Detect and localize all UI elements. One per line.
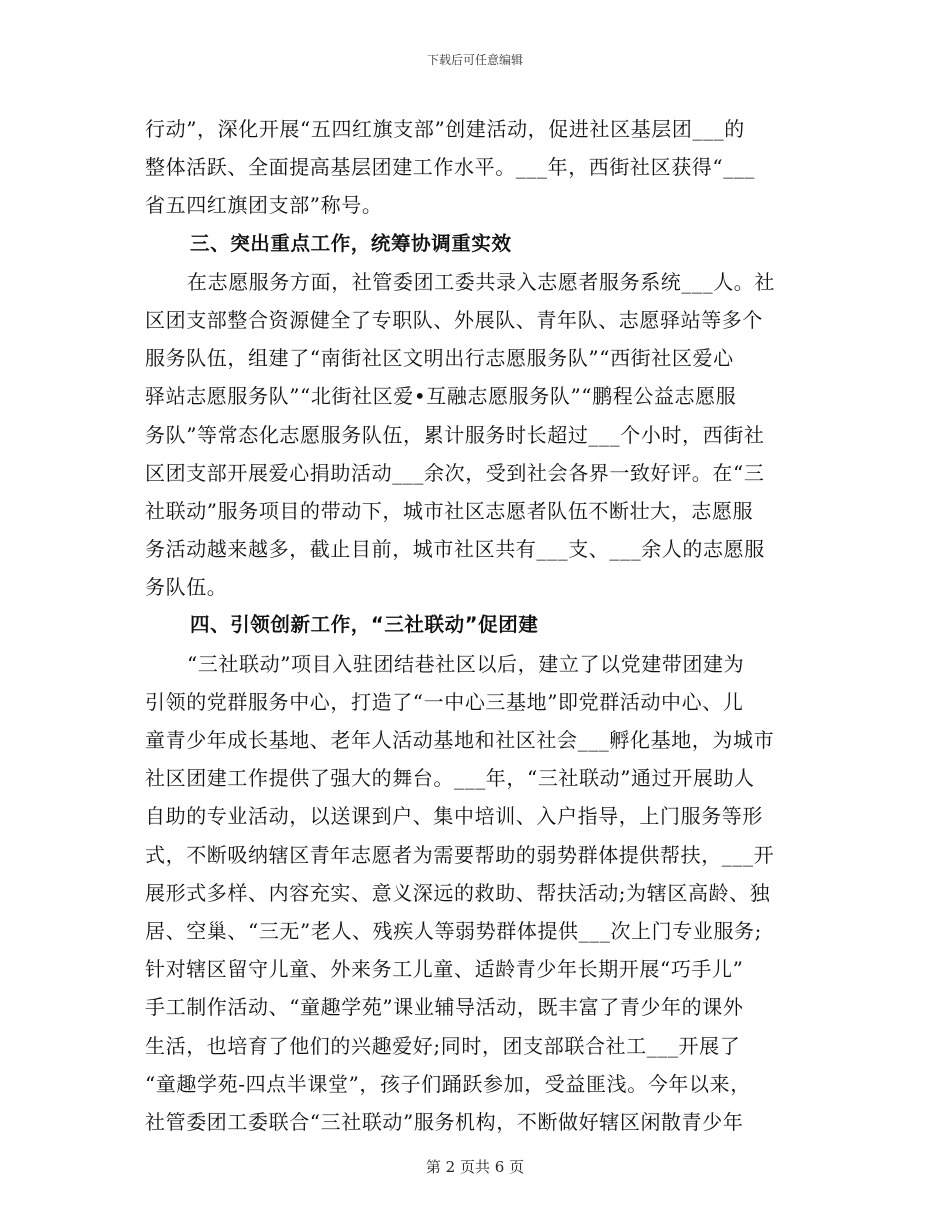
- text-line: 童青少年成长基地、老年人活动基地和社区社会___孵化基地，为城市: [145, 728, 775, 752]
- text-line: 手工制作活动、“童趣学苑”课业辅导活动，既丰富了青少年的课外: [145, 995, 744, 1020]
- body-text: [145, 110, 810, 1141]
- text-line: 式，不断吸纳辖区青年志愿者为需要帮助的弱势群体提供帮扶，___开: [145, 842, 775, 867]
- page-footer: 第 2 页共 6 页: [425, 1158, 525, 1176]
- text-line: 行动”，深化开展“五四红旗支部”创建活动，促进社区基层团___的: [145, 117, 745, 141]
- text-line: 社联动”服务项目的带动下，城市社区志愿者队伍不断壮大，志愿服: [145, 498, 754, 523]
- text-line: 社管委团工委联合“三社联动”服务机构，不断做好辖区闲散青少年: [145, 1109, 744, 1134]
- text-line: 务活动越来越多，截止目前，城市社区共有___支、___余人的志愿服: [145, 537, 765, 562]
- text-line: 驿站志愿服务队”“北街社区爱•互融志愿服务队”“鹏程公益志愿服: [145, 384, 737, 409]
- text-line: 务队”等常态化志愿服务队伍，累计服务时长超过___个小时，西街社: [145, 422, 765, 447]
- text-line: 针对辖区留守儿童、外来务工儿童、适龄青少年长期开展“巧手儿”: [145, 957, 744, 982]
- text-line: 省五四红旗团支部”称号。: [145, 193, 383, 218]
- text-line: 区团支部整合资源健全了专职队、外展队、青年队、志愿驿站等多个: [145, 307, 763, 332]
- text-line: 务队伍。: [145, 575, 228, 600]
- text-line: 生活，也培育了他们的兴趣爱好;同时，团支部联合社工___开展了: [145, 1033, 741, 1058]
- text-line: 服务队伍，组建了“南街社区文明出行志愿服务队”“西街社区爱心: [145, 346, 734, 371]
- section-heading: 三、突出重点工作，统筹协调重实效: [190, 231, 512, 255]
- text-line: 在志愿服务方面，社管委团工委共录入志愿者服务系统___人。社: [187, 269, 775, 294]
- text-line: “童趣学苑-四点半课堂”，孩子们踊跃参加，受益匪浅。今年以来，: [145, 1071, 751, 1096]
- text-line: 居、空巢、“三无”老人、残疾人等弱势群体提供___次上门专业服务;: [145, 918, 762, 943]
- text-line: 自助的专业活动，以送课到户、集中培训、入户指导，上门服务等形: [145, 804, 763, 829]
- text-line: 整体活跃、全面提高基层团建工作水平。___年，西街社区获得“___: [145, 155, 756, 180]
- page-header: 下载后可任意编辑: [426, 53, 523, 67]
- section-heading: 四、引领创新工作，“三社联动”促团建: [190, 613, 539, 637]
- text-line: 区团支部开展爱心捐助活动___余次，受到社会各界一致好评。在“三: [145, 460, 765, 485]
- text-line: 引领的党群服务中心，打造了“一中心三基地”即党群活动中心、儿: [145, 689, 744, 714]
- text-line: 展形式多样、内容充实、意义深远的救助、帮扶活动;为辖区高龄、独: [145, 880, 771, 905]
- text-line: “三社联动”项目入驻团结巷社区以后，建立了以党建带团建为: [187, 651, 745, 676]
- text-line: 社区团建工作提供了强大的舞台。___年，“三社联动”通过开展助人: [145, 766, 755, 791]
